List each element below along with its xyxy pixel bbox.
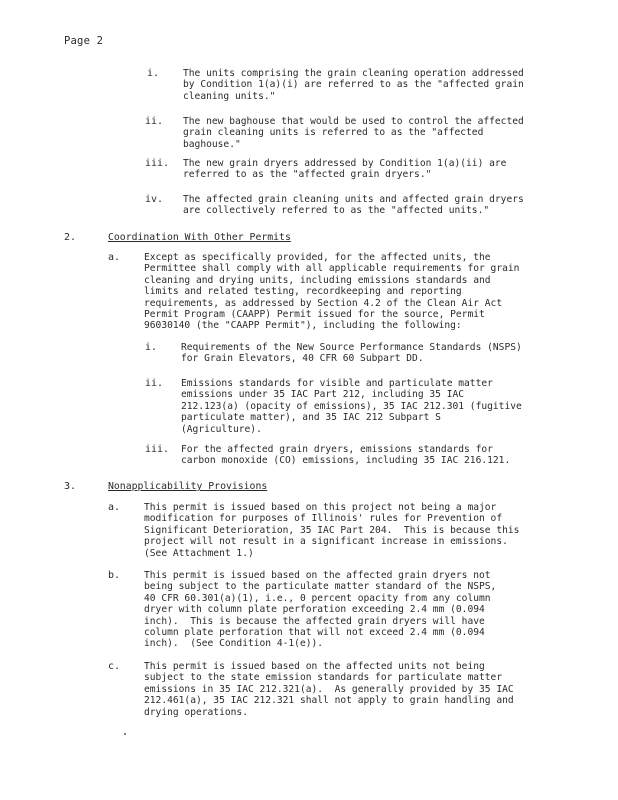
page-number-label: Page 2 — [64, 35, 104, 47]
definition-item — [145, 116, 524, 150]
section-3-heading — [64, 481, 267, 492]
section-number: 2. — [64, 232, 77, 243]
sub-item — [145, 444, 510, 467]
list-marker: i. — [147, 68, 160, 79]
list-marker: ii. — [145, 116, 164, 127]
section-3-item — [108, 570, 496, 650]
paragraph-text: This permit is issued based on this project not being a major modification for purposes of Illinois' rules for Prevention of Significant Deterioration, 35 IAC Part 204. This is because this project will not result in a significant increase in emissions. (See Attachment 1.) — [144, 502, 520, 559]
list-marker: a. — [108, 252, 121, 263]
section-3-item — [108, 502, 519, 559]
section-2-heading — [64, 232, 291, 243]
definition-text: The new grain dryers addressed by Condition 1(a)(ii) are referred to as the "affected grain dryers." — [183, 158, 507, 181]
paragraph-text: This permit is issued based on the affected grain dryers not being subject to the particulate matter standard of the NSPS, 40 CFR 60.301(a)(1), i.e., 0 percent opacity from any column dryer with column plate perforation exceeding 2.4 mm (0.094 inch). This is because the affected grain dryers will have column plate perforation that will not exceed 2.4 mm (0.094 inch). (See Condition 4-1(e)). — [144, 570, 497, 650]
scan-speck — [124, 733, 126, 735]
list-marker: a. — [108, 502, 121, 513]
section-2-item-a — [108, 252, 519, 332]
definition-item — [147, 68, 524, 102]
list-marker: iii. — [145, 158, 170, 169]
paragraph-text: Except as specifically provided, for the affected units, the Permittee shall comply with all applicable requirements for grain cleaning and drying units, including emissions standards and limits and related testing, recordkeeping and reporting requirements, as addressed by Section 4.2 of the Clean Air Act Permit Program (CAAPP) Permit issued for the source, Permit 96030140 (the "CAAPP Permit"), including the following: — [144, 252, 520, 332]
definition-text: The units comprising the grain cleaning operation addressed by Condition 1(a)(i) are referred to as the "affected grain cleaning units." — [183, 68, 524, 102]
definition-text: The new baghouse that would be used to control the affected grain cleaning units is referred to as the "affected baghouse." — [183, 116, 524, 150]
sub-item — [145, 342, 522, 365]
sub-item-text: Emissions standards for visible and particulate matter emissions under 35 IAC Part 212, including 35 IAC 212.123(a) (opacity of emissions), 35 IAC 212.301 (fugitive particulate matter), and 35 IAC 212 Subpart S (Agriculture). — [181, 378, 522, 435]
list-marker: iii. — [145, 444, 170, 455]
paragraph-text: This permit is issued based on the affected units not being subject to the state emission standards for particulate matter emissions in 35 IAC 212.321(a). As generally provided by 35 IAC 212.461(a), 35 IAC 212.321 shall not apply to grain handling and drying operations. — [144, 661, 514, 718]
sub-item-text: Requirements of the New Source Performance Standards (NSPS) for Grain Elevators, 40 CFR 60 Subpart DD. — [181, 342, 522, 365]
list-marker: b. — [108, 570, 121, 581]
list-marker: ii. — [145, 378, 164, 389]
list-marker: i. — [145, 342, 158, 353]
section-title: Coordination With Other Permits — [108, 232, 291, 243]
section-number: 3. — [64, 481, 77, 492]
definition-item — [145, 158, 506, 181]
list-marker: c. — [108, 661, 121, 672]
sub-item-text: For the affected grain dryers, emissions standards for carbon monoxide (CO) emissions, including 35 IAC 216.121. — [181, 444, 511, 467]
list-marker: iv. — [145, 194, 164, 205]
section-3-item — [108, 661, 514, 718]
sub-item — [145, 378, 522, 435]
definition-item — [145, 194, 524, 217]
section-title: Nonapplicability Provisions — [108, 481, 268, 492]
definition-text: The affected grain cleaning units and affected grain dryers are collectively referred to as the "affected units." — [183, 194, 524, 217]
